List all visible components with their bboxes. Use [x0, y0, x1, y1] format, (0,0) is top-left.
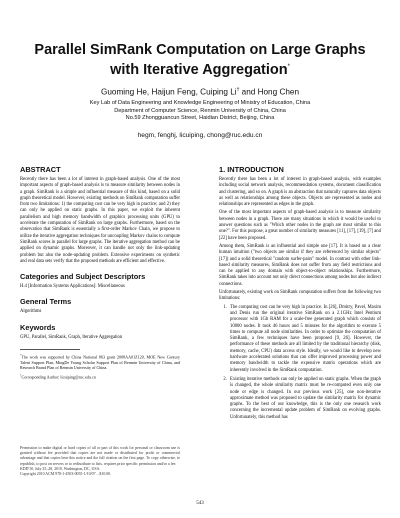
- footnote: [20, 373, 180, 380]
- footnote-divider: [20, 349, 80, 350]
- footnote-text: Corresponding Author: licuiping@ruc.edu.cn: [21, 373, 96, 379]
- page-number: 543: [196, 501, 204, 506]
- keywords-section: [20, 323, 180, 341]
- paper-title: [20, 42, 380, 79]
- general-terms-heading: General Terms: [20, 297, 72, 307]
- affiliation: [20, 100, 380, 123]
- left-column: [20, 165, 180, 381]
- intro-paragraph: Recently there has been a lot of interest in graph-based analysis, with examples including social network analysis, recommendation systems, document classification and clustering, and so on. A graph is an abstraction that naturally captures data objects as well as relationships among these objects. Objects are represented as nodes and relationships are represented as edges in the graph.: [219, 177, 381, 208]
- footnote-mark: †: [20, 372, 22, 377]
- title-footnote-mark: *: [287, 64, 290, 70]
- affiliation-line: Department of Computer Science, Renmin University of China, China: [114, 107, 286, 114]
- intro-paragraph: One of the most important aspects of graph-based analysis is to measure similarity between nodes in a graph. There are many situations in which it would be useful to answer questions such as "Which other nodes in the graph are most similar to this one?". For this purpose, a great number of similarity measures [11], [17], [19], [7] and [22] have been proposed.: [219, 210, 381, 241]
- keywords-text: GPU, Parallel, SimRank, Graph, Iterative Aggregation: [20, 334, 123, 340]
- general-terms-section: [20, 297, 180, 315]
- intro-paragraph: Unfortunately, existing work on SimRank computation suffers from the following two limitations:: [219, 290, 381, 302]
- categories-heading: Categories and Subject Descriptors: [20, 272, 146, 282]
- footnote-mark: *: [20, 353, 22, 358]
- list-item: 2. Existing iterative methods can only be applied on static graphs. When the graph is changed, the whole similarity matrix must be re-computed even only one node or edge is changed. In our previous work [25], one non-iterative approximate method was proposed to update the similarity matrix for dynamic graphs. To the best of our knowledge, this is the only one research work concerning the incremental update problem of SimRank on evolving graphs. Unfortunately, this method has: [228, 377, 381, 421]
- list-item: 1. The computing cost can be very high in practice. In [26], Dmitry, Pavel, Maxim and Denis run the original iterative SimRank on a 2.1GHz Intel Pentium processor with 1Gb RAM for a scale-free generated graph which consists of 10000 nodes. It took 46 hours and 5 minutes for the algorithm to execute 5 times to compute all node similarities. In order to optimize the computation of SimRank, a few techniques have been proposed [9, 26]. However, the performance of these methods are all limited by the traditional hierarchy (disk, memory, cache, CPU) data access style. Ideally, we would like to develop new hardware accelerated solutions that can offer improved processing power and memory bandwidth to tackle the expensive matrix operations which are inherently involved in the SimRank computation.: [228, 305, 381, 374]
- permission-text: Permission to make digital or hard copies of all or part of this work for personal or classroom use is granted without fee provided that copies are not made or distributed for profit or commercial advantage and that copies bear this notice and the full citation on the first page. To copy otherwise, to republish, to post on servers or to redistribute to lists, requires prior specific permission and/or a fee.: [20, 446, 180, 466]
- keywords-heading: Keywords: [20, 322, 56, 332]
- abstract-heading: ABSTRACT: [20, 165, 61, 174]
- introduction-heading: 1. INTRODUCTION: [219, 165, 284, 174]
- abstract-text: Recently there has been a lot of interest in graph-based analysis. One of the most important aspects of graph-based analysis is to measure similarity between nodes in a graph. SimRank is a simple and influential measure of this kind, based on a solid graph theoretical model. However, existing methods on SimRank computation suffer from two limitations: 1) the computing cost can be very high in practice; and 2) they can only be applied on static graphs. In this paper, we exploit the inherent parallelism and high memory bandwidth of graphics processing units (GPU) to accelerate the computation of SimRank on large graphs. Furthermore, based on the observation that SimRank is essentially a first-order Markov Chain, we propose to utilize the iterative aggregation techniques for uncoupling Markov chains to compute SimRank scores in parallel for large graphs. The iterative aggregation method can be applied on dynamic graphs. Moreover, it can handle not only the link-updating problem but also the node-updating problem. Extensive experiments on synthetic and real data sets verify that the proposed methods are efficient and effective.: [20, 177, 180, 264]
- title-text: Parallel SimRank Computation on Large Graphs with Iterative Aggregation: [34, 42, 366, 78]
- footnote: [20, 353, 180, 371]
- general-terms-text: Algorithms: [20, 309, 42, 315]
- author-footnote-mark: †: [236, 87, 240, 93]
- author-list: [20, 87, 380, 97]
- copyright-line: Copyright 2010 ACM 978-1-4503-0055-1/10/07 ...$10.00.: [20, 472, 112, 477]
- intro-paragraph: Among them, SimRank is an influential and simple one [17]. It is based on a clear human intuition ("two objects are similar if they are referenced by similar objects" [17]) and a solid theoretical "random surfer-pairs" model. In contrast with other link-based similarity measures, SimRank does not suffer from any field restrictions and can be applied to any domain with object-to-object relationships. Furthermore, SimRank takes into account not only direct connections among nodes but also indirect connections.: [219, 243, 381, 287]
- footnote-text: The work was supported by China National 863 grant 2008AA01Z120, MOE New Century Talent Support Plan, MingDe Young Scholar Support Plan of Renmin University of China, and Research Brand Plan of Renmin University of China.: [20, 354, 180, 371]
- author-names: Guoming He, Haijun Feng, Cuiping Li: [100, 87, 237, 97]
- affiliation-line: No.59 Zhongguancun Street, Haidian District, Beijing, China: [125, 115, 275, 122]
- categories-section: [20, 272, 180, 290]
- permission-notice: [20, 446, 180, 477]
- limitations-list: [219, 305, 381, 421]
- author-emails: hegm, fenghj, licuiping, chong@ruc.edu.cn: [137, 132, 263, 139]
- affiliation-line: Key Lab of Data Engineering and Knowledge Engineering of Ministry of Education, China: [89, 100, 311, 106]
- conference-line: KDD'10, July 25–28, 2010, Washington, DC, USA.: [20, 466, 101, 471]
- categories-text: H.4 [Information Systems Applications]: Miscellaneous: [20, 284, 125, 290]
- author-last: and Hong Chen: [241, 87, 300, 97]
- right-column: [219, 165, 381, 424]
